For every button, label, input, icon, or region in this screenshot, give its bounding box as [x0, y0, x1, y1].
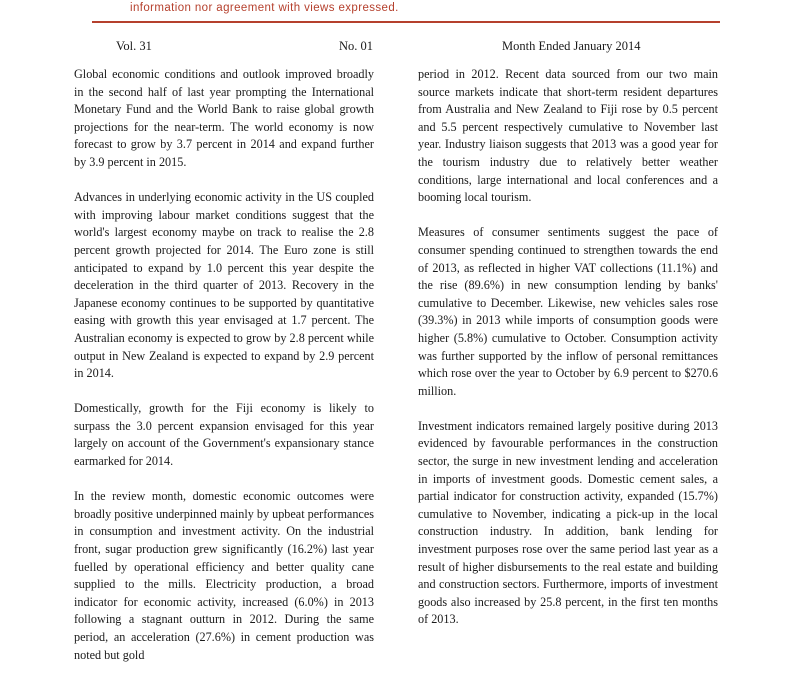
- paragraph-tourism: period in 2012. Recent data sourced from our two main source markets indicate that short-term resident departures from Australia and New Zealand to Fiji rose by 0.5 percent and 5.5 percent respectively cumulative to November last year. Industry liaison suggests that 2013 was a good year for the tourism industry due to relatively better weather conditions, large international and local conferences and a booming local tourism.: [418, 67, 718, 205]
- issue-period: Month Ended January 2014: [502, 39, 641, 53]
- paragraph-domestic-growth: Domestically, growth for the Fiji economy is likely to surpass the 3.0 percent expansion envisaged for this year largely on account of the Government's expansionary stance earmarked for 2014.: [74, 401, 374, 469]
- paragraph-review-month: In the review month, domestic economic outcomes were broadly positive underpinned mainly by upbeat performances in consumption and investment activity. On the industrial front, sugar production grew significantly (16.2%) last year fuelled by operational efficiency and better quality cane supplied to the mills. Electricity production, a broad indicator for economic activity, increased (6.0%) in 2013 following a stagnant outturn in 2012. During the same period, an acceleration (27.6%) in cement production was noted but gold: [74, 489, 374, 662]
- paragraph-investment: Investment indicators remained largely positive during 2013 evidenced by favourable performances in the construction sector, the surge in new investment lending and acceleration in imports of investment goods. Domestic cement sales, a partial indicator for construction activity, expanded (15.7%) cumulative to November, indicating a pick-up in the local construction industry. In addition, bank lending for investment purposes rose over the same period last year as a result of higher disbursements to the real estate and building and construction sectors. Furthermore, imports of investment goods also increased by 25.8 percent, in the first ten months of 2013.: [418, 418, 718, 627]
- paragraph-consumption: Measures of consumer sentiments suggest the pace of consumer spending continued to strengthen towards the end of 2013, as reflected in higher VAT collections (11.1%) and the rise (89.6%) in new consumption lending by banks' cumulative to December. Likewise, new vehicles sales rose (39.3%) in 2013 while imports of consumption goods were higher (5.8%) cumulative to October. Consumption activity was further supported by the inflow of personal remittances which rose over the year to October by 6.9 percent to $270.6 million.: [418, 225, 718, 398]
- paragraph-advanced-economies: Advances in underlying economic activity in the US coupled with improving labour market conditions suggest that the world's largest economy maybe on track to realise the 2.8 percent growth projected for 2014. The Euro zone is still anticipated to expand by 1.0 percent this year despite the deceleration in the third quarter of 2013. Recovery in the Japanese economy continues to be supported by quantitative easing with growth this year envisaged at 1.7 percent. The Australian economy is expected to grow by 2.8 percent while output in New Zealand is expected to expand by 2.9 percent in 2014.: [74, 190, 374, 381]
- masthead: [0, 39, 791, 57]
- disclaimer-band: [0, 0, 791, 22]
- left-column: [74, 66, 374, 682]
- right-column: [418, 66, 718, 647]
- issue-number: No. 01: [339, 39, 374, 53]
- paragraph-global-outlook: Global economic conditions and outlook improved broadly in the second half of last year prompting the International Monetary Fund and the World Bank to raise global growth projections for the near-term. The world economy is now forecast to grow by 3.7 percent in 2014 and expand further by 3.9 percent in 2015.: [74, 67, 374, 169]
- volume-label: Vol. 31: [116, 39, 152, 53]
- disclaimer-text: information nor agreement with views expressed.: [130, 2, 399, 14]
- header-rule: [92, 21, 720, 23]
